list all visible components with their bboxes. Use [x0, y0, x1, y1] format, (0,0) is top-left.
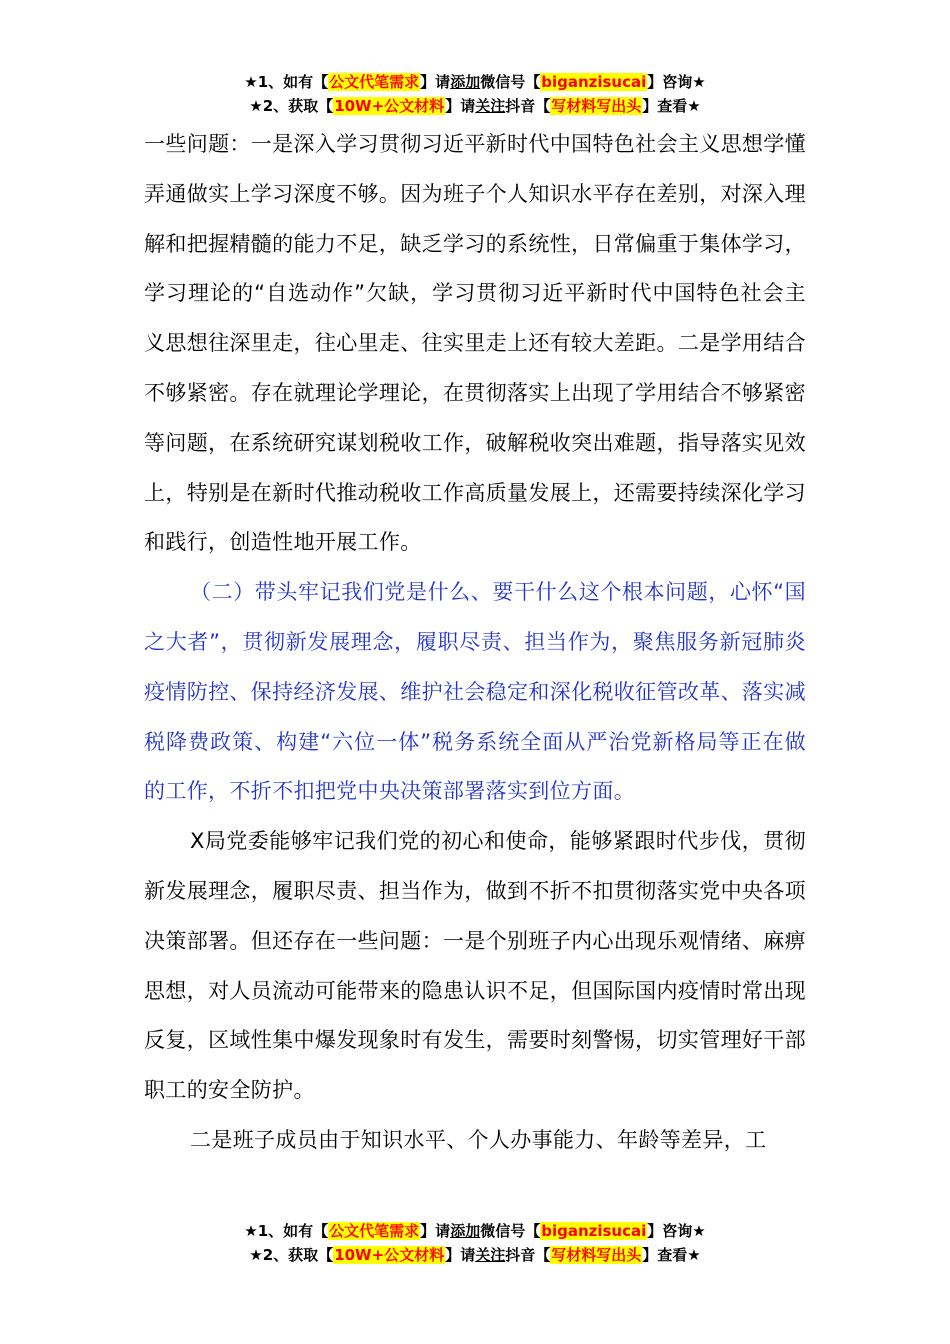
highlight-service: 公文代笔需求 [329, 73, 420, 91]
highlight-wechat-id: biganzisucai [541, 1222, 647, 1240]
paragraph-4: 二是班子成员由于知识水平、个人办事能力、年龄等差异，工 [190, 1127, 767, 1152]
banner-line-1: ★1、如有【公文代笔需求】请添加微信号【biganzisucai】咨询★ [244, 73, 706, 91]
highlight-service: 公文代笔需求 [329, 1222, 420, 1240]
highlight-materials: 10W+公文材料 [334, 97, 445, 115]
footer-banner [0, 1219, 950, 1267]
paragraph-1: 一些问题：一是深入学习贯彻习近平新时代中国特色社会主义思想学懂弄通做实上学习深度不够。因为班子个人知识水平存在差别，对深入理解和把握精髓的能力不足，缺乏学习的系统性，日常偏重于集体学习，学习理论的“自选动作”欠缺，学习贯彻习近平新时代中国特色社会主义思想往深里走，往心里走、往实里走上还有较大差距。二是学用结合不够紧密。存在就理论学理论，在贯彻落实上出现了学用结合不够紧密等问题，在系统研究谋划税收工作，破解税收突出难题，指导落实见效上，特别是在新时代推动税收工作高质量发展上，还需要持续深化学习和践行，创造性地开展工作。 [144, 132, 806, 555]
highlight-wechat-id: biganzisucai [541, 73, 647, 91]
banner-line-2: ★2、获取【10W+公文材料】请关注抖音【写材料写出头】查看★ [249, 97, 701, 115]
header-banner [0, 70, 950, 118]
banner-line-2: ★2、获取【10W+公文材料】请关注抖音【写材料写出头】查看★ [249, 1246, 701, 1264]
paragraph-3: X局党委能够牢记我们党的初心和使命，能够紧跟时代步伐，贯彻新发展理念，履职尽责、担当作为，做到不折不扣贯彻落实党中央各项决策部署。但还存在一些问题：一是个别班子内心出现乐观情绪、麻痹思想，对人员流动可能带来的隐患认识不足，但国际国内疫情时常出现反复，区域性集中爆发现象时有发生，需要时刻警惕，切实管理好干部职工的安全防护。 [144, 829, 806, 1103]
highlight-douyin-id: 写材料写出头 [551, 1246, 642, 1264]
banner-line-1: ★1、如有【公文代笔需求】请添加微信号【biganzisucai】咨询★ [244, 1222, 706, 1240]
section-heading-2: （二）带头牢记我们党是什么、要干什么这个根本问题，心怀“国之大者”，贯彻新发展理念，履职尽责、担当作为，聚焦服务新冠肺炎疫情防控、保持经济发展、维护社会稳定和深化税收征管改革、落实减税降费政策、构建“六位一体”税务系统全面从严治党新格局等正在做的工作，不折不扣把党中央决策部署落实到位方面。 [144, 580, 806, 804]
highlight-materials: 10W+公文材料 [334, 1246, 445, 1264]
highlight-douyin-id: 写材料写出头 [551, 97, 642, 115]
document-body [144, 120, 806, 1166]
